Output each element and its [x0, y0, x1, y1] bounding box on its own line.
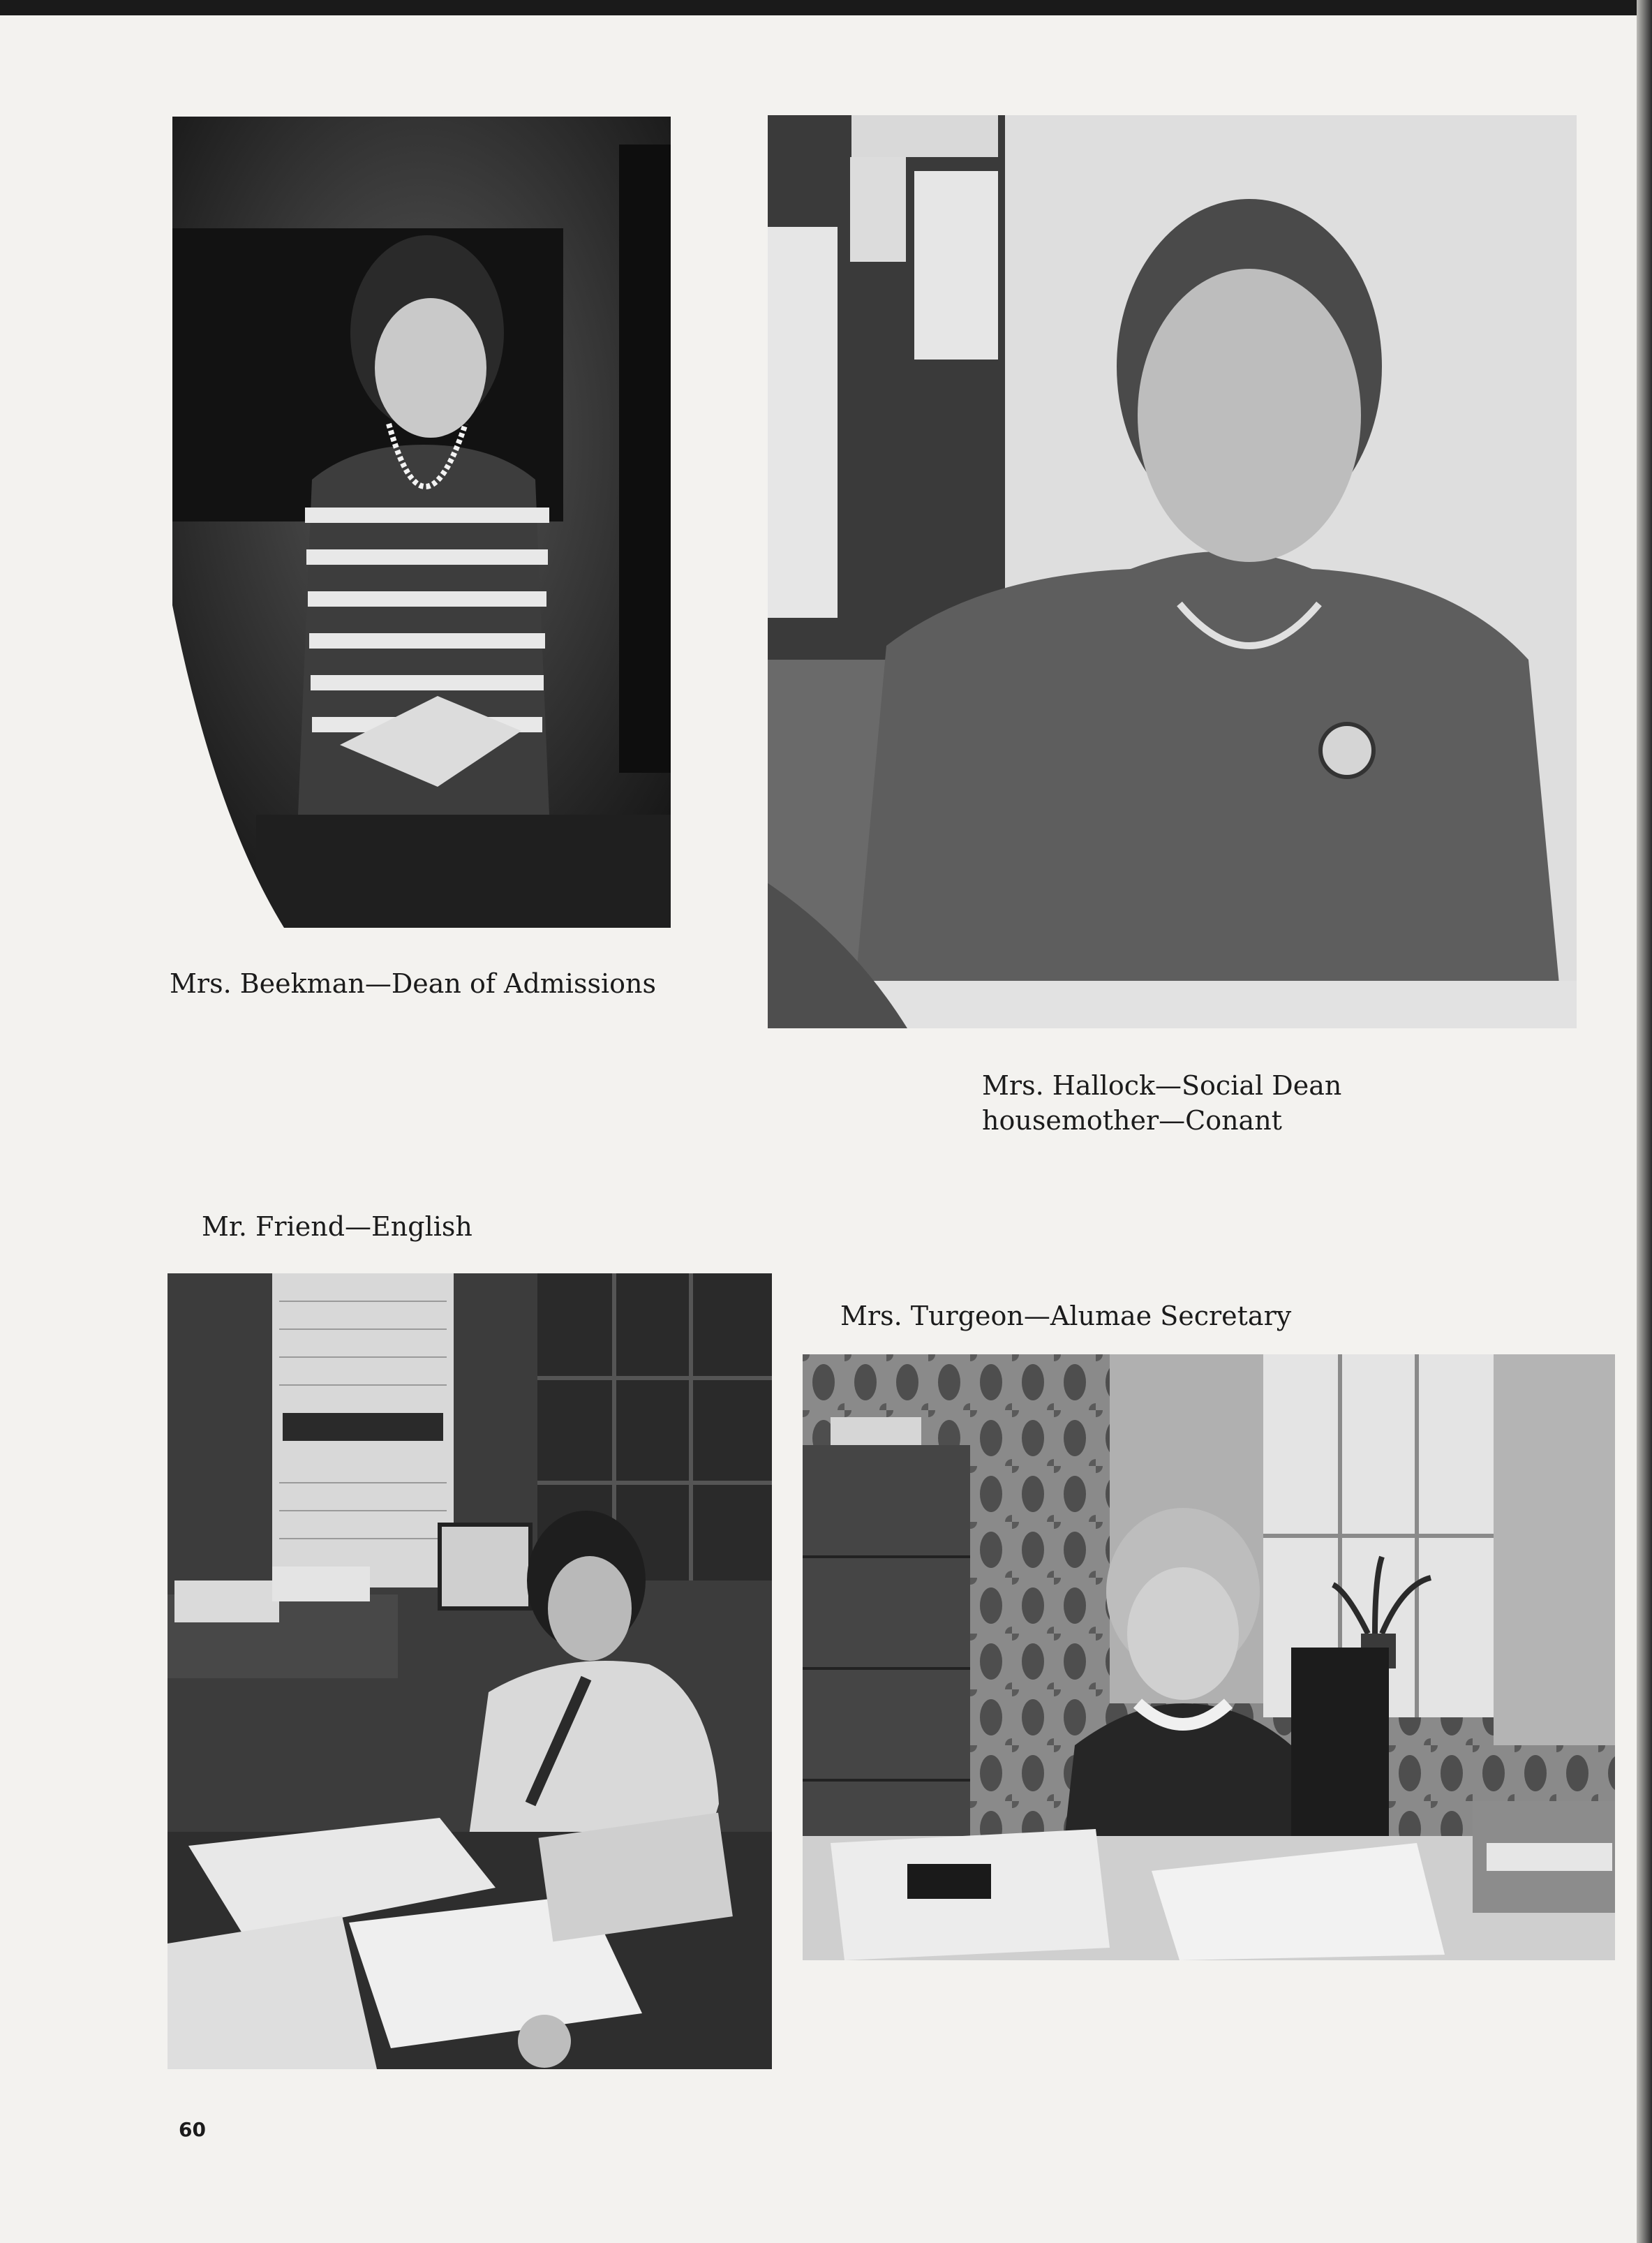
caption-beekman: [170, 966, 656, 1001]
photo-hallock: [768, 115, 1577, 1028]
caption-friend: [202, 1209, 472, 1244]
caption-hallock: [982, 1068, 1341, 1138]
caption-line: Mrs. Turgeon—Alumae Secretary: [840, 1301, 1292, 1331]
caption-line: Mr. Friend—English: [202, 1211, 472, 1242]
page-number: 60: [179, 2118, 206, 2141]
photo-beekman: [172, 117, 671, 928]
photo-friend: [168, 1273, 772, 2069]
caption-line: Mrs. Hallock—Social Dean: [982, 1070, 1342, 1101]
yearbook-page: [0, 15, 1637, 2243]
caption-line: housemother—Conant: [982, 1105, 1282, 1136]
book-spine-edge: [1637, 0, 1652, 2243]
caption-turgeon: [840, 1298, 1291, 1333]
photo-turgeon: [803, 1354, 1615, 1960]
caption-line: Mrs. Beekman—Dean of Admissions: [170, 968, 656, 999]
